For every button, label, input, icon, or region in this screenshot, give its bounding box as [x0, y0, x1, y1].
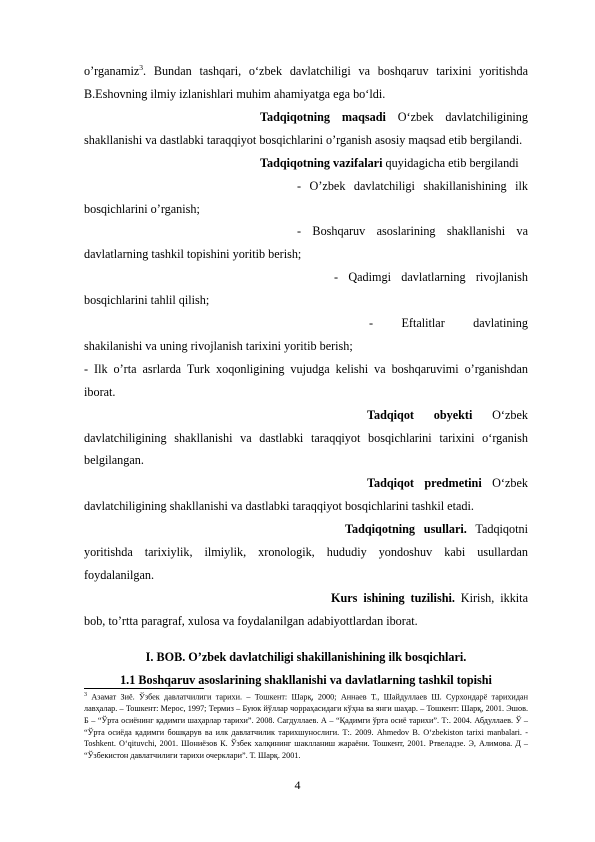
object-label: Tadqiqot obyekti [367, 407, 473, 422]
methods-paragraph [84, 518, 528, 587]
structure-text: Kirish, ikkita bob, to’rtta paragraf, xulosa va foydalanilgan adabiyottlardan iborat. [84, 590, 528, 628]
subject-paragraph [84, 472, 528, 518]
intro-text-start: o’rganamiz [84, 64, 140, 79]
task-item-4: - Eftalitlar davlatining shakilanishi va uning rivojlanish tarixini yoritib berish; [84, 316, 528, 353]
aim-text: O‘zbek davlatchiligining shakllanishi va dastlabki taraqqiyot bosqichlarini o’rganish asosiy maqsad etib bergilandi. [84, 109, 528, 147]
section-title: 1.1 Boshqaruv asoslarining shakllanishi va davlatlarning tashkil topishi [120, 672, 492, 687]
tasks-label: Tadqiqotning vazifalari [260, 155, 383, 170]
intro-paragraph [84, 57, 528, 106]
task-item-5: - Ilk o’rta asrlarda Turk xoqonligining vujudga kelishi va boshqaruvimi o’rganishdan iborat. [84, 361, 528, 399]
chapter-headings [84, 646, 528, 691]
object-paragraph [84, 404, 528, 473]
tasks-paragraph [84, 152, 528, 175]
intro-text-end: . Bundan tashqari, o‘zbek davlatchiligi va boshqaruv tarixini yoritishda B.Eshovning ilmiy izlanishlari muhim ahamiyatga ega bo‘ldi. [84, 64, 528, 101]
methods-text: Tadqiqotni yoritishda tarixiylik, ilmiylik, xronologik, hududiy yondoshuv kabi usullardan foydalanilgan. [84, 522, 528, 582]
footnote-divider [84, 688, 204, 689]
footnote-marker: 3 [84, 692, 87, 698]
task-item-3: - Qadimgi davlatlarning rivojlanish bosqichlarini tahlil qilish; [84, 270, 528, 308]
subject-text: O‘zbek davlatchiligining shakllanishi va dastlabki taraqqiyot bosqichlarini tashkil etadi. [84, 476, 528, 514]
subject-label: Tadqiqot predmetini [367, 476, 482, 491]
page-number: 4 [294, 778, 301, 792]
structure-label: Kurs ishining tuzilishi. [331, 590, 455, 605]
body-text [84, 57, 528, 633]
object-text: O‘zbek davlatchiligining shakllanishi va dastlabki taraqqiyot bosqichlarini tarixini o‘rganish belgilangan. [84, 407, 528, 468]
chapter-title: I. BOB. O’zbek davlatchiligi shakillanishining ilk bosqichlari. [145, 650, 467, 664]
structure-paragraph [84, 587, 528, 633]
tasks-text: quyidagicha etib bergilandi [382, 155, 519, 170]
task-item-1: - O’zbek davlatchiligi shakillanishining ilk bosqichlarini o’rganish; [84, 178, 528, 216]
aim-paragraph [84, 106, 528, 152]
task-item-2: - Boshqaruv asoslarining shakllanishi va davlatlarning tashkil topishini yoritib berish; [84, 224, 528, 262]
footnote [84, 690, 528, 761]
aim-label: Tadqiqotning maqsadi [260, 109, 386, 124]
methods-label: Tadqiqotning usullari. [345, 522, 467, 537]
footnote-text: Азамат Зиё. Ўзбек давлатчилиги тарихи. – Тошкент: Шарқ, 2000; Аннаев Т., Шайдуллаев Ш. Сурхондарё тарихидан лавҳалар. – Тошкент: Мерос, 1997; Термиз – Буюк йўллар чорраҳасидаги кўҳна ва янги шаҳар. – Тошкент: Шарқ, 2001. Эшов. Б – “Ўрта осиёнинг қадимги шаҳарлар тарихи”. 2008. Сагдуллаев. А – “Қадимги ўрта осиё тарихи”. Т:. 2004. Абдуллаев. Ў – “Ўрта осиёда қадимги бошқарув ва илк давлатчилик тарихшунослиги. Т:. 2009. Ahmedov B. O‘zbekiston tarixi manbalari. - Toshkent. O‘qituvchi, 2001. Шониёзов К. Ўзбек халқининг шаклланиш жараёни. Тошкент, 2001. Ртвеладзе. Э, Алимова. Д – “Ўзбекистон давлатчилиги тарихи очерклари”. Т. Шарқ. 2001. [84, 692, 528, 760]
footnote-ref: 3 [139, 63, 144, 72]
